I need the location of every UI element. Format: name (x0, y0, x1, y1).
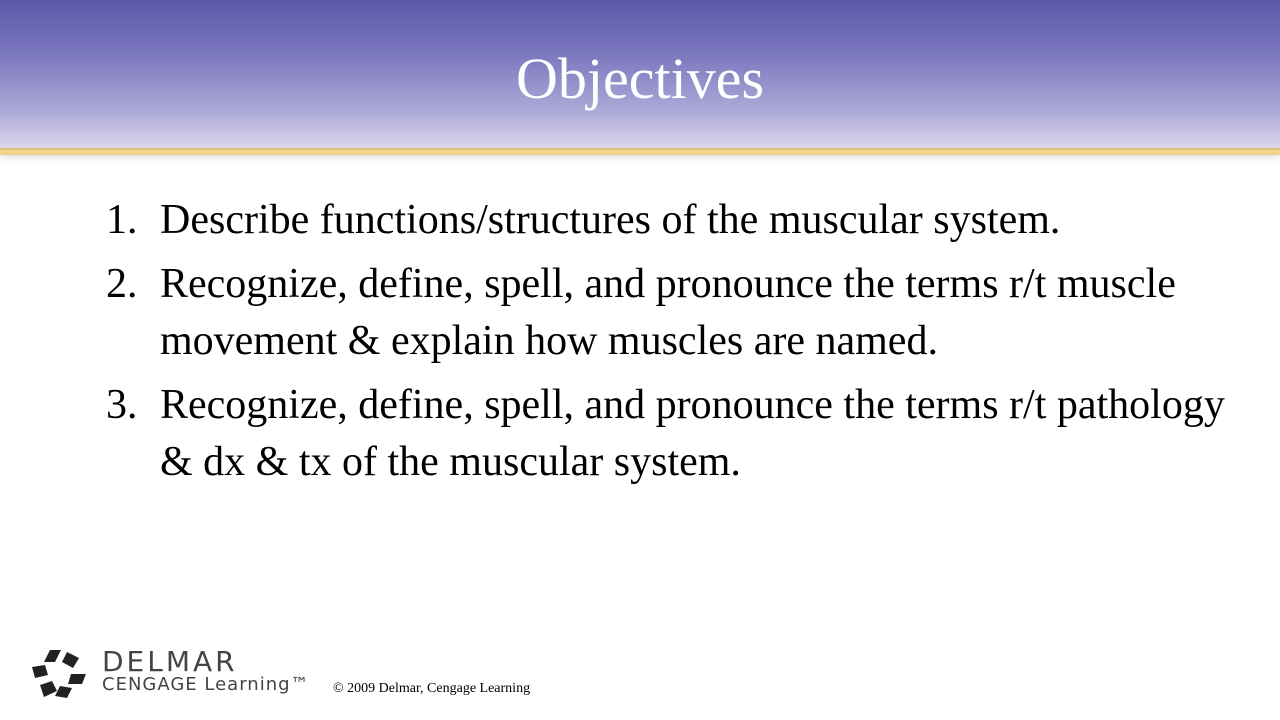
delmar-pinwheel-icon (32, 650, 88, 698)
objective-text: Recognize, define, spell, and pronounce the terms r/t pathology & dx & tx of the muscular system. (160, 382, 1225, 485)
objective-text: Recognize, define, spell, and pronounce the terms r/t muscle movement & explain how muscles are named. (160, 261, 1176, 364)
logo-wordmark-cengage: CENGAGE Learning™ (102, 674, 310, 695)
objective-number: 3. (106, 382, 138, 428)
header-accent-rule (0, 148, 1280, 155)
objectives-list (106, 192, 1226, 498)
logo-wordmark-delmar: DELMAR (102, 645, 238, 678)
delmar-cengage-logo (32, 645, 322, 698)
slide-title: Objectives (515, 46, 765, 111)
objective-number: 2. (106, 261, 138, 307)
objective-number: 1. (106, 197, 138, 243)
objective-item (106, 377, 1226, 491)
objective-item (106, 192, 1226, 249)
copyright-text: © 2009 Delmar, Cengage Learning (333, 681, 531, 696)
objective-text: Describe functions/structures of the muscular system. (160, 197, 1061, 243)
objective-item (106, 256, 1226, 370)
